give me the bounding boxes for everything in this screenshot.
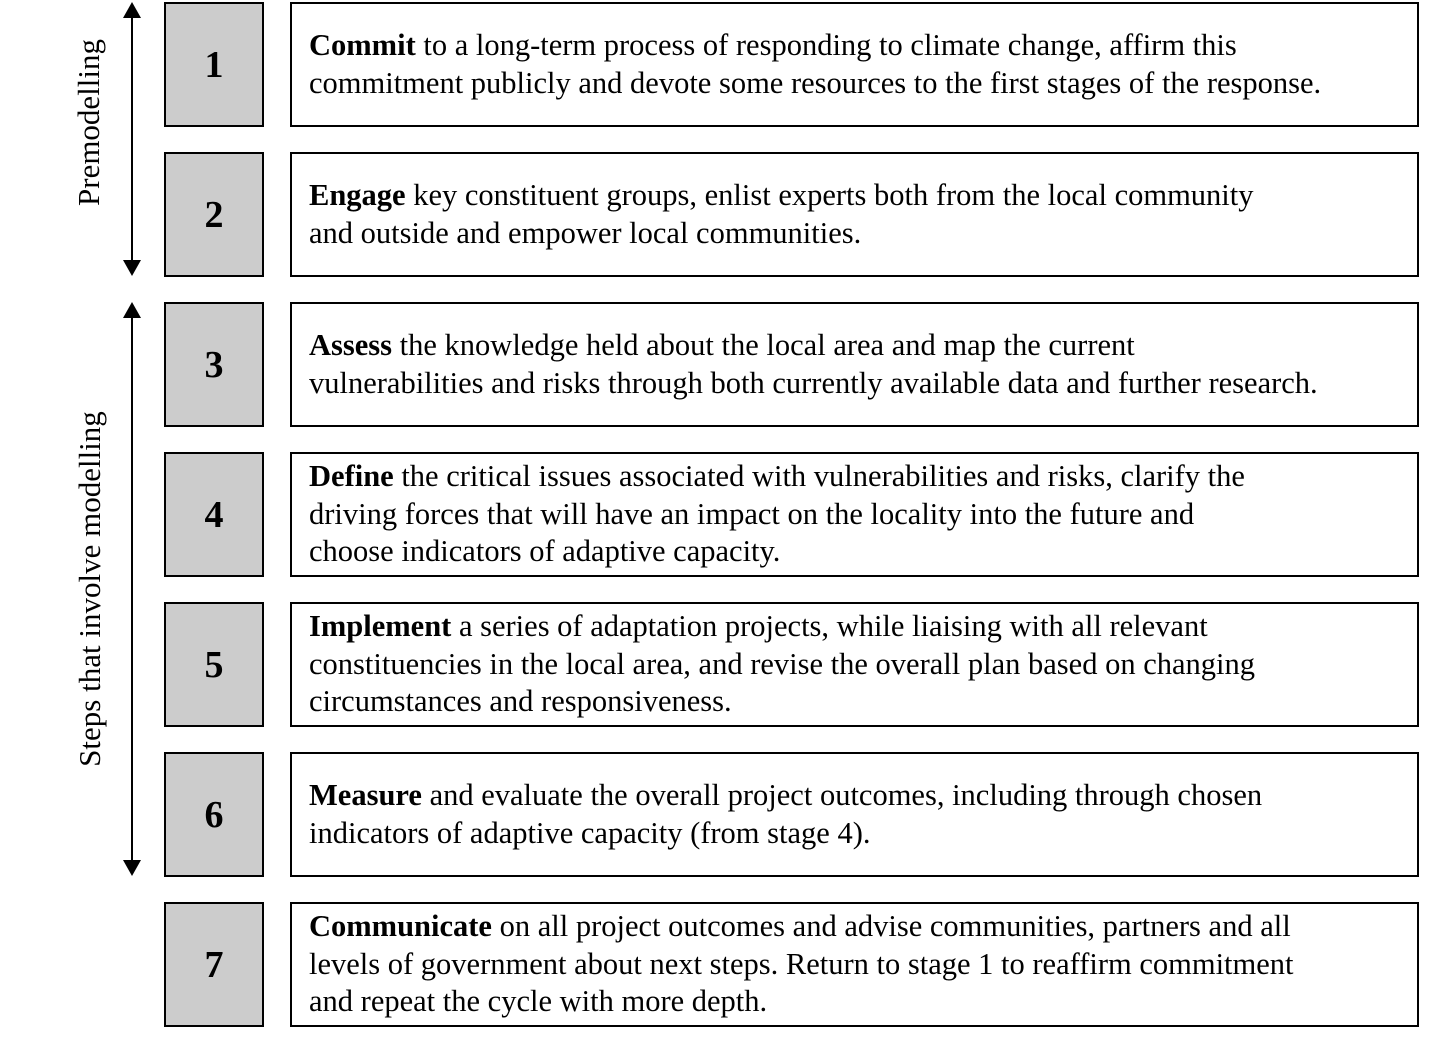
step-keyword: Measure	[309, 778, 422, 812]
premodelling-arrow-line	[131, 16, 133, 262]
step-description-box	[290, 302, 1419, 427]
step-keyword: Implement	[309, 609, 452, 644]
step-keyword: Engage	[309, 178, 406, 212]
step-description-box	[290, 452, 1419, 577]
step-keyword: Communicate	[309, 909, 492, 944]
step-keyword: Define	[309, 459, 394, 494]
step-number-box: 7	[164, 902, 264, 1027]
modelling-arrow-line	[131, 316, 133, 862]
step-description: Measure and evaluate the overall project outcomes, including through chosen indicators of adaptive capacity (from stage 4).	[309, 778, 1263, 850]
step-number-box: 1	[164, 2, 264, 127]
step-description-box	[290, 902, 1419, 1027]
arrow-down-icon	[123, 860, 141, 876]
step-keyword: Commit	[309, 28, 416, 62]
step-description: Engage key constituent groups, enlist experts both from the local community and outside and empower local communities.	[309, 178, 1254, 250]
step-description: Assess the knowledge held about the local area and map the current vulnerabilities and risks through both currently available data and further research.	[309, 328, 1318, 400]
step-number-box: 6	[164, 752, 264, 877]
step-number-box: 5	[164, 602, 264, 727]
arrow-down-icon	[123, 260, 141, 276]
phase-label-premodelling: Premodelling	[71, 38, 106, 206]
step-description: Implement a series of adaptation projects, while liaising with all relevant constituencies in the local area, and revise the overall plan based on changing circumstances and responsiveness.	[309, 609, 1255, 719]
step-description-box	[290, 152, 1419, 277]
step-description-box	[290, 602, 1419, 727]
step-description: Commit to a long-term process of responding to climate change, affirm this commitment publicly and devote some resources to the first stages of the response.	[309, 28, 1322, 100]
step-description-box	[290, 752, 1419, 877]
step-description-box	[290, 2, 1419, 127]
step-number-box: 2	[164, 152, 264, 277]
step-description: Define the critical issues associated with vulnerabilities and risks, clarify the driving forces that will have an impact on the locality into the future and choose indicators of adaptive capacity.	[309, 459, 1245, 569]
step-description: Communicate on all project outcomes and advise communities, partners and all levels of government about next steps. Return to stage 1 to reaffirm commitment and repeat the cycle with more depth.	[309, 909, 1294, 1019]
phase-label-modelling: Steps that involve modelling	[72, 411, 107, 767]
step-number-box: 3	[164, 302, 264, 427]
step-keyword: Assess	[309, 328, 393, 362]
step-number-box: 4	[164, 452, 264, 577]
